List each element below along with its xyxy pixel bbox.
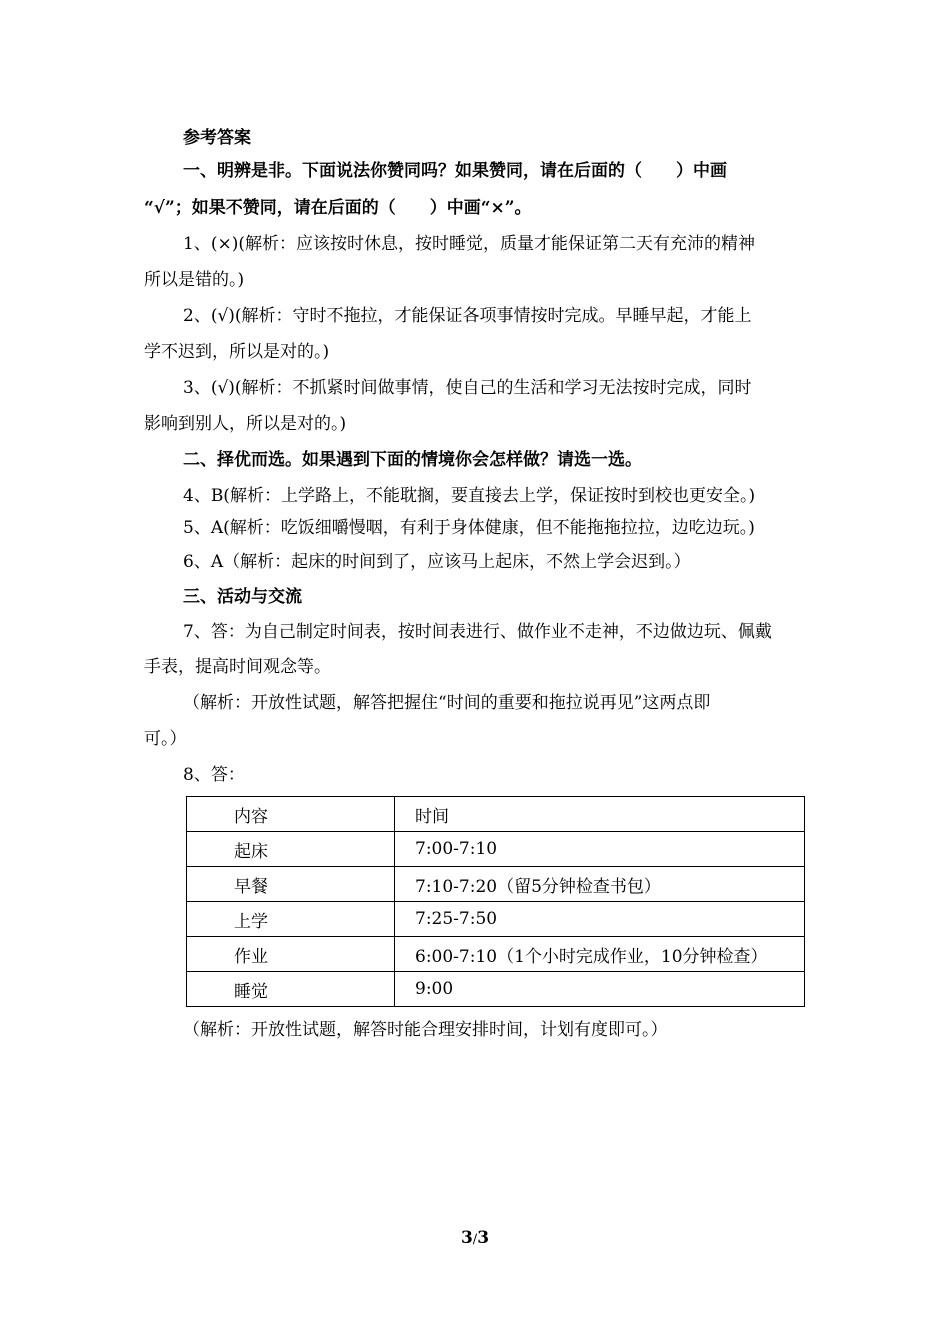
table-cell-activity: 早餐: [187, 867, 395, 902]
table-cell-activity: 起床: [187, 832, 395, 867]
section3-title: 三、活动与交流: [183, 587, 302, 607]
q7-note-line2: 可。）: [144, 729, 187, 749]
q1-line2: 所以是错的。): [144, 270, 245, 290]
q1-line1: 1、(×)(解析：应该按时休息，按时睡觉，质量才能保证第二天有充沛的精神: [183, 234, 755, 254]
q5-line: 5、A(解析：吃饭细嚼慢咽，有利于身体健康，但不能拖拖拉拉，边吃边玩。): [183, 518, 755, 538]
q7-note-line1: （解析：开放性试题，解答把握住“时间的重要和拖拉说再见”这两点即: [183, 693, 711, 713]
q8-note: （解析：开放性试题，解答时能合理安排时间，计划有度即可。）: [183, 1020, 668, 1040]
page-separator: /: [472, 1232, 478, 1247]
q6-line: 6、A（解析：起床的时间到了，应该马上起床，不然上学会迟到。）: [183, 552, 691, 572]
table-cell-time: 7:10-7:20（留5分钟检查书包）: [395, 867, 805, 902]
table-header-time: 时间: [395, 797, 805, 832]
q7-line1: 7、答：为自己制定时间表，按时间表进行、做作业不走神，不边做边玩、佩戴: [183, 622, 772, 642]
table-row: [187, 832, 805, 867]
schedule-table: [186, 796, 805, 1007]
section2-title: 二、择优而选。如果遇到下面的情境你会怎样做？请选一选。: [183, 450, 642, 470]
answer-heading: 参考答案: [183, 128, 251, 148]
q8-label: 8、答：: [183, 765, 245, 785]
table-header-content: 内容: [187, 797, 395, 832]
section1-title-line1: 一、明辨是非。下面说法你赞同吗？如果赞同，请在后面的（ ）中画: [183, 161, 727, 181]
page-current: 3: [460, 1228, 473, 1248]
table-cell-time: 9:00: [395, 972, 805, 1007]
table-row: [187, 937, 805, 972]
page-number: [0, 1228, 950, 1248]
q3-line1: 3、(√)(解析：不抓紧时间做事情，使自己的生活和学习无法按时完成，同时: [183, 378, 752, 398]
q7-line2: 手表，提高时间观念等。: [144, 657, 331, 677]
page-total: 3: [477, 1228, 490, 1248]
table-cell-time: 7:25-7:50: [395, 902, 805, 937]
table-cell-time: 6:00-7:10（1个小时完成作业，10分钟检查）: [395, 937, 805, 972]
table-cell-activity: 睡觉: [187, 972, 395, 1007]
table-row: [187, 902, 805, 937]
q2-line2: 学不迟到，所以是对的。): [144, 342, 330, 362]
table-header-row: [187, 797, 805, 832]
table-cell-time: 7:00-7:10: [395, 832, 805, 867]
q4-line: 4、B(解析：上学路上，不能耽搁，要直接去上学，保证按时到校也更安全。): [183, 486, 756, 506]
table-row: [187, 867, 805, 902]
table-cell-activity: 上学: [187, 902, 395, 937]
q2-line1: 2、(√)(解析：守时不拖拉，才能保证各项事情按时完成。早睡早起，才能上: [183, 306, 752, 326]
section1-title-line2: “√”；如果不赞同，请在后面的（ ）中画“×”。: [144, 198, 532, 218]
table-row: [187, 972, 805, 1007]
table-cell-activity: 作业: [187, 937, 395, 972]
q3-line2: 影响到别人，所以是对的。): [144, 414, 347, 434]
